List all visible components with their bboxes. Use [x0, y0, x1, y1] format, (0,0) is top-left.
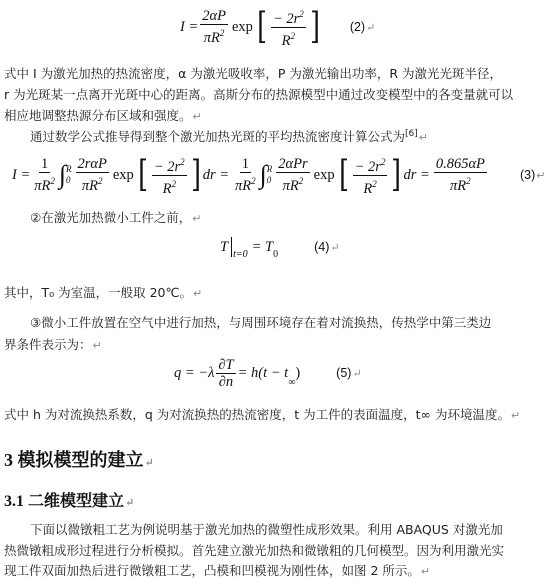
- eq2-left-bracket: [: [257, 6, 267, 47]
- eq3-fraction-5: $\frac{0.865\alpha P}{\pi R^2}$: [435, 156, 485, 194]
- return-mark-icon: ↵: [92, 339, 102, 352]
- paragraph-5-line-1: 下面以微镦粗工艺为例说明基于激光加热的微塑性成形效果。利用 ABAQUS 对激光加: [30, 522, 503, 537]
- eq2-inner-denominator: $R^2$: [281, 30, 296, 49]
- return-mark-icon: ↵: [536, 170, 546, 182]
- eq3-fraction-2: $\frac{\text{2rαP}}{\pi R^2}$: [77, 156, 107, 194]
- eq2-inner-numerator: − $2r^2$: [271, 6, 306, 28]
- paragraph-5-line-2: 热微镦粗成形过程进行分析模拟。首先建立激光加热和微镦粗的几何模型。因为利用激光实: [4, 543, 505, 558]
- return-mark-icon: ↵: [330, 241, 340, 254]
- eq3-fraction-3: $\frac{1}{\pi R^2}$: [235, 156, 256, 194]
- return-mark-icon: ↵: [192, 110, 202, 123]
- eq3-limits-2: R 0: [266, 164, 273, 185]
- return-mark-icon: ↵: [366, 21, 376, 34]
- eq3-fraction-4: $\frac{\text{2αPr}}{\pi R^2}$: [278, 156, 308, 194]
- paragraph-1-line-1: 式中 I 为激光加热的热流密度，α 为激光吸收率，P 为激光输出功率，R 为激光光斑半径，: [4, 66, 503, 81]
- eq2-lhs: I =: [180, 18, 199, 35]
- paragraph-1-line-3: 相应地调整热源分布区域和强度。↵: [4, 108, 202, 123]
- paragraph-5-line-3: 现工件双面加热后进行微镦粗工艺，凸模和凹模视为刚性体，如图 2 所示。↵: [4, 563, 431, 578]
- eq2-denominator: $\pi R^2$: [203, 28, 225, 46]
- eq3-fraction-1: $\frac{1}{\pi R^2}$: [34, 156, 55, 194]
- eq4-number: (4): [314, 240, 330, 254]
- eq2-exp: exp: [231, 18, 253, 35]
- eq2-right-bracket: ]: [309, 6, 320, 47]
- section-3-1-heading: 3.1 二维模型建立↵: [4, 493, 135, 510]
- eq5-fraction: $\frac{\partial T}{\partial n}$: [218, 356, 234, 390]
- section-3-heading: 3 模拟模型的建立↵: [4, 450, 154, 470]
- return-mark-icon: ↵: [352, 367, 362, 380]
- eq3-inner-fraction-2: $\frac{- 2r^2}{R^2}$: [353, 154, 388, 197]
- eq3-inner-fraction-1: $\frac{- 2r^2}{R^2}$: [152, 154, 187, 197]
- paragraph-2: 通过数学公式推导得到整个激光加热光斑的平均热流密度计算公式为[6]↵: [30, 128, 428, 144]
- equation-2: [180, 4, 375, 50]
- eq3-integral-1: ∫: [58, 160, 66, 189]
- eq4-evaluation-bar: [231, 237, 232, 257]
- equation-4: T t=0 = T $_0$ (4) ↵: [220, 238, 340, 260]
- return-mark-icon: ↵: [193, 287, 203, 300]
- eq3-number: (3)↵: [520, 168, 546, 182]
- return-mark-icon: ↵: [192, 212, 202, 225]
- paragraph-4: 式中 h 为对流换热系数，q 为对流换热的热流密度，t 为工件的表面温度，t∞ 为环境温度。↵: [4, 407, 521, 422]
- return-mark-icon: ↵: [418, 131, 428, 144]
- item-3-line-2: 界条件表示为：↵: [4, 337, 102, 352]
- item-3-line-1: ③微小工件放置在空气中进行加热，与周围环境存在着对流换热，传热学中第三类边: [30, 315, 492, 330]
- eq2-numerator: 2αP: [202, 8, 226, 25]
- equation-3: I = $\frac{1}{\pi R^2}$ ∫ R 0 $\frac{\text{2rαP}}{\pi R^2}$ exp [ $\frac{- 2r^2}{R^2}$ ] dr = $\frac{1}{\pi R^2}$ ∫ R 0 $\frac{\text{2αPr}}{\pi R^2}$ exp [ $\frac{- 2r^2}{R^2}$ ] dr = $\frac{0.865\alpha P}{\pi R^2}$: [12, 154, 485, 197]
- eq3-lhs: I =: [12, 166, 31, 183]
- eq2-fraction: [200, 8, 228, 46]
- eq5-number: (5): [336, 366, 352, 380]
- paragraph-3: 其中，T₀ 为室温，一般取 20℃。↵: [4, 285, 203, 300]
- paragraph-1-line-2: r 为光斑某一点离开光斑中心的距离。高斯分布的热源模型中通过改变模型中的各变量就可以: [4, 87, 514, 102]
- equation-5: q = −λ $\frac{\partial T}{\partial n}$ = h(t − t $_\infty$ ) (5) ↵: [174, 356, 362, 390]
- eq2-inner-fraction: [271, 6, 306, 49]
- return-mark-icon: ↵: [420, 565, 431, 578]
- eq2-number: (2): [349, 20, 366, 34]
- eq3-limits-1: R 0: [66, 164, 72, 185]
- return-mark-icon: ↵: [125, 497, 135, 509]
- return-mark-icon: ↵: [510, 409, 521, 422]
- item-2: ②在激光加热微小工件之前，↵: [30, 210, 202, 225]
- return-mark-icon: ↵: [144, 457, 154, 469]
- citation-ref: [6]: [405, 128, 418, 139]
- eq3-integral-2: ∫: [259, 160, 267, 189]
